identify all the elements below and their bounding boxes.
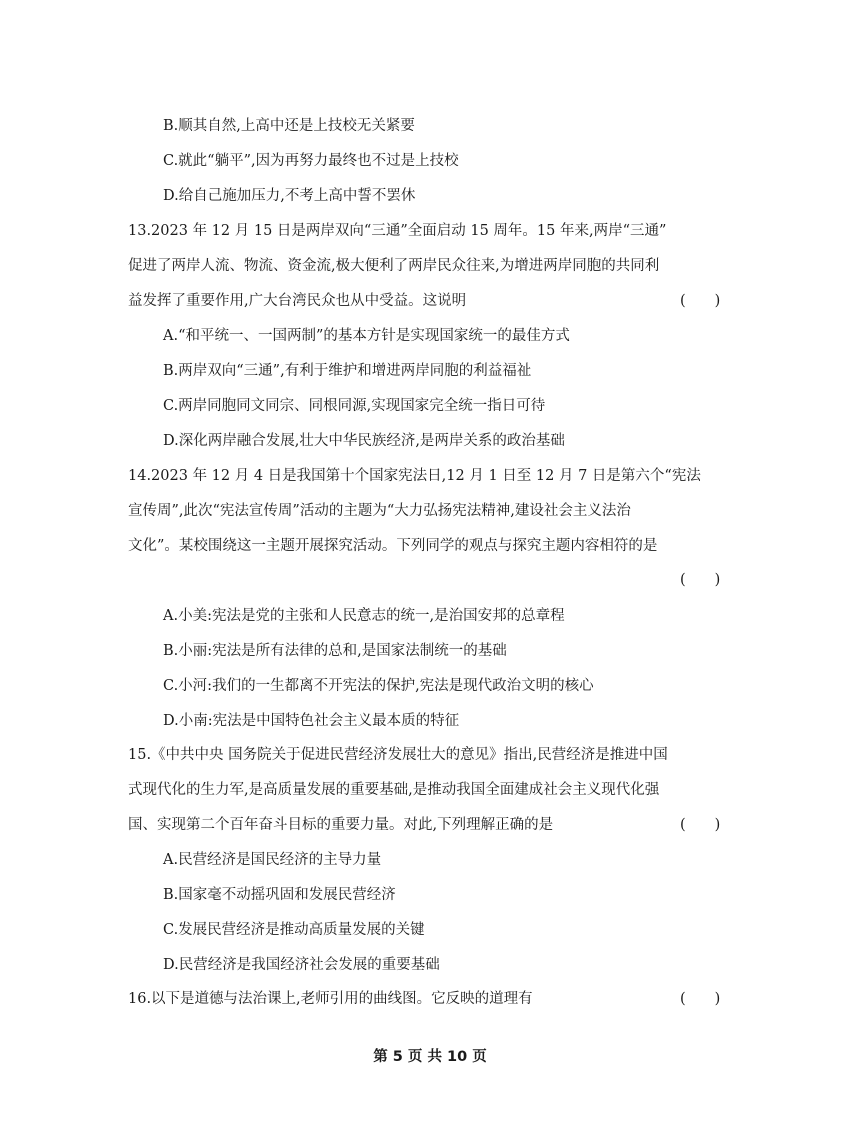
q12-option-d: D.给自己施加压力,不考上高中誓不罢休	[163, 188, 416, 204]
q14-stem-line-2: 宣传周”,此次“宪法宣传周”活动的主题为“大力弘扬宪法精神,建设社会主义法治	[128, 503, 631, 519]
q14-answer-paren: ( )	[680, 572, 721, 588]
q14-option-b: B.小丽:宪法是所有法律的总和,是国家法制统一的基础	[163, 643, 507, 659]
q13-stem-line-2: 促进了两岸人流、物流、资金流,极大便利了两岸民众往来,为增进两岸同胞的共同利	[128, 258, 660, 274]
page-footer: 第 5 页 共 10 页	[373, 1049, 487, 1065]
q14-option-c: C.小河:我们的一生都离不开宪法的保护,宪法是现代政治文明的核心	[163, 678, 594, 694]
q13-stem-line-3: 益发挥了重要作用,广大台湾民众也从中受益。这说明	[128, 293, 467, 309]
q15-option-a: A.民营经济是国民经济的主导力量	[163, 852, 382, 868]
q14-stem-line-3: 文化”。某校围绕这一主题开展探究活动。下列同学的观点与探究主题内容相符的是	[128, 538, 658, 554]
q16-stem-line-1: 16.以下是道德与法治课上,老师引用的曲线图。它反映的道理有	[128, 991, 533, 1007]
q15-option-b: B.国家毫不动摇巩固和发展民营经济	[163, 887, 396, 903]
q14-option-a: A.小美:宪法是党的主张和人民意志的统一,是治国安邦的总章程	[163, 608, 565, 624]
q15-stem-line-1: 15.《中共中央 国务院关于促进民营经济发展壮大的意见》指出,民营经济是推进中国	[128, 747, 668, 763]
q15-option-d: D.民营经济是我国经济社会发展的重要基础	[163, 957, 440, 973]
q13-stem-line-1: 13.2023 年 12 月 15 日是两岸双向“三通”全面启动 15 周年。15 年来,两岸“三通”	[128, 223, 667, 239]
q15-stem-line-2: 式现代化的生力军,是高质量发展的重要基础,是推动我国全面建成社会主义现代化强	[128, 782, 660, 798]
q13-option-a: A.“和平统一、一国两制”的基本方针是实现国家统一的最佳方式	[163, 328, 570, 344]
q14-option-d: D.小南:宪法是中国特色社会主义最本质的特征	[163, 713, 460, 729]
q13-option-d: D.深化两岸融合发展,壮大中华民族经济,是两岸关系的政治基础	[163, 433, 565, 449]
q15-answer-paren: ( )	[680, 817, 721, 833]
q12-option-b: B.顺其自然,上高中还是上技校无关紧要	[163, 118, 415, 134]
q15-stem-line-3: 国、实现第二个百年奋斗目标的重要力量。对此,下列理解正确的是	[128, 817, 554, 833]
q13-option-c: C.两岸同胞同文同宗、同根同源,实现国家完全统一指日可待	[163, 398, 546, 414]
q14-stem-line-1: 14.2023 年 12 月 4 日是我国第十个国家宪法日,12 月 1 日至 12 月 7 日是第六个“宪法	[128, 468, 701, 484]
q13-answer-paren: ( )	[680, 293, 721, 309]
q15-option-c: C.发展民营经济是推动高质量发展的关键	[163, 922, 425, 938]
q13-option-b: B.两岸双向“三通”,有利于维护和增进两岸同胞的利益福祉	[163, 363, 532, 379]
q16-answer-paren: ( )	[680, 991, 721, 1007]
q12-option-c: C.就此“躺平”,因为再努力最终也不过是上技校	[163, 153, 459, 169]
